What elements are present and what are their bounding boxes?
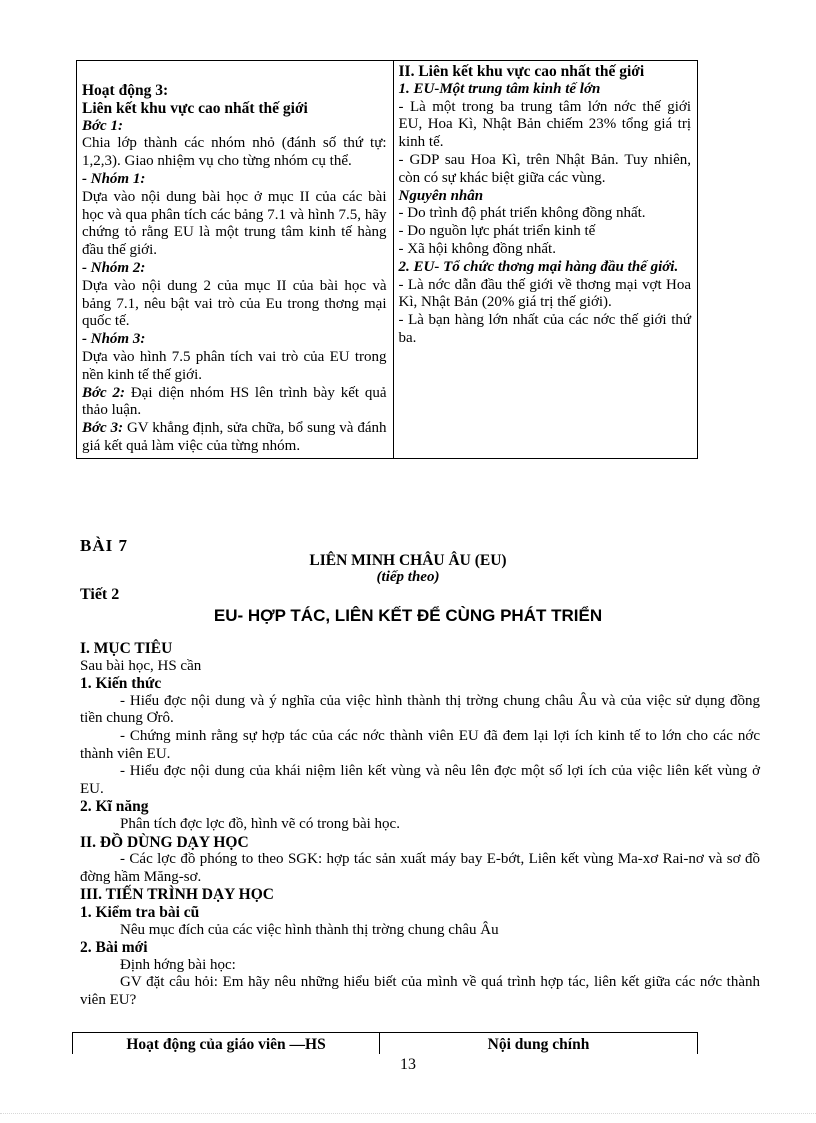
heading-line: 2. EU- Tổ chức thơng mại hàng đầu thế giới.: [398, 258, 679, 275]
step-label: Bớc 2:: [82, 384, 126, 401]
heading-line: - Nhóm 3:: [82, 331, 146, 348]
step-paragraph: [82, 420, 387, 456]
lesson-title: EU- HỢP TÁC, LIÊN KẾT ĐỂ CÙNG PHÁT TRIỂN: [213, 606, 603, 625]
body-paragraph: Định hớng bài học:: [120, 956, 236, 973]
section-heading: 1. Kiểm tra bài cũ: [80, 903, 200, 921]
activity-table-header: [72, 1032, 698, 1054]
body-paragraph: Phân tích đợc lợc đồ, hình vẽ có trong bài học.: [120, 815, 400, 832]
body-paragraph: - Các lợc đồ phóng to theo SGK: hợp tác sản xuất máy bay E-bớt, Liên kết vùng Ma-xơ Rai-nơ và sơ đồ đờng hầm Măng-sơ.: [80, 851, 760, 885]
text-line: - Do trình độ phát triển không đồng nhất.: [398, 205, 646, 222]
chapter-title: LIÊN MINH CHÂU ÂU (EU): [309, 552, 507, 569]
text-line: - Xã hội không đồng nhất.: [398, 240, 556, 257]
body-paragraph: Sau bài học, HS cần: [80, 657, 202, 674]
section-heading: 2. Kĩ năng: [80, 798, 149, 816]
text-line: - GDP sau Hoa Kì, trên Nhật Bản. Tuy nhiên, còn có sự khác biệt giữa các vùng.: [398, 151, 691, 186]
section-heading: II. ĐỒ DÙNG DẠY HỌC: [80, 833, 249, 851]
body-paragraph: - Hiểu đợc nội dung của khái niệm liên kết vùng và nêu lên đợc một số lợi ích của việc liên kết vùng ở EU.: [80, 763, 760, 797]
teacher-activity-cell: [77, 61, 394, 459]
text-line: - Do nguồn lực phát triển kinh tế: [398, 223, 596, 240]
text-line: - Là nớc dẫn đầu thế giới về thơng mại vợt Hoa Kì, Nhật Bản (20% giá trị thế giới).: [398, 276, 691, 311]
heading-line: Nguyên nhân: [398, 187, 484, 204]
column-header-activity: Hoạt động của giáo viên —HS: [73, 1033, 380, 1055]
section-heading: 2. Bài mới: [80, 939, 148, 957]
section-heading: 1. Kiến thức: [80, 675, 162, 693]
page-number: 13: [400, 1056, 416, 1073]
continued-note: (tiếp theo): [376, 569, 440, 585]
step-text: GV khẳng định, sửa chữa, bổ sung và đánh giá kết quả làm việc của từng nhóm.: [82, 420, 387, 454]
heading-line: 1. EU-Một trung tâm kinh tế lớn: [398, 80, 601, 97]
body-paragraph: - Hiểu đợc nội dung và ý nghĩa của việc hình thành thị trờng chung châu Âu và của việc sử dụng đồng tiền chung Ơrô.: [80, 692, 760, 727]
lesson-number: BÀI 7: [80, 536, 128, 555]
body-paragraph: - Chứng minh rằng sự hợp tác của các nớc thành viên EU đã đem lại lợi ích kinh tế to lớn cho các nớc thành viên EU.: [80, 727, 760, 762]
text-line: Dựa vào hình 7.5 phân tích vai trò của EU trong nền kinh tế thế giới.: [82, 348, 387, 383]
lesson-body: [80, 640, 760, 1009]
text-line: Dựa vào nội dung bài học ở mục II của các bài học và qua phân tích các bảng 7.1 và hình 7.5, hãy chứng tỏ rằng EU là một trung tâm kinh tế hàng đầu thế giới.: [82, 188, 387, 259]
period-label: Tiết 2: [80, 586, 120, 603]
heading-line: II. Liên kết khu vực cao nhất thế giới: [398, 63, 645, 80]
step-label: Bớc 3:: [82, 420, 124, 437]
text-line: Dựa vào nội dung 2 của mục II của bài học và bảng 7.1, nêu bật vai trò của Eu trong thơng mại quốc tế.: [82, 277, 387, 330]
heading-line: - Nhóm 1:: [82, 170, 146, 187]
text-line: - Là một trong ba trung tâm lớn nớc thế giới EU, Hoa Kì, Nhật Bản chiếm 23% tổng giá trị kinh tế.: [398, 98, 691, 151]
spacer: [82, 65, 387, 82]
text-line: Chia lớp thành các nhóm nhỏ (đánh số thứ tự: 1,2,3). Giao nhiệm vụ cho từng nhóm cụ thể.: [82, 135, 387, 170]
column-header-content: Nội dung chính: [380, 1033, 698, 1055]
heading-line: Liên kết khu vực cao nhất thế giới: [82, 99, 308, 117]
heading-line: Hoạt động 3:: [82, 82, 169, 99]
body-paragraph: GV đặt câu hỏi: Em hãy nêu những hiểu biết của mình về quá trình hợp tác, liên kết giữa các nớc thành viên EU?: [80, 974, 760, 1008]
main-content-cell: [393, 61, 698, 459]
step-text: Đại diện nhóm HS lên trình bày kết quả thảo luận.: [82, 384, 387, 419]
page-edge: [0, 1113, 816, 1114]
step-paragraph: [82, 385, 387, 421]
activity-table: [76, 60, 698, 459]
heading-line: Bớc 1:: [82, 117, 123, 134]
body-paragraph: Nêu mục đích của các việc hình thành thị trờng chung châu Âu: [120, 921, 499, 938]
heading-line: - Nhóm 2:: [82, 259, 146, 276]
section-heading: III. TIẾN TRÌNH DẠY HỌC: [80, 886, 274, 904]
text-line: - Là bạn hàng lớn nhất của các nớc thế giới thứ ba.: [398, 312, 691, 346]
section-heading: I. MỤC TIÊU: [80, 640, 173, 657]
